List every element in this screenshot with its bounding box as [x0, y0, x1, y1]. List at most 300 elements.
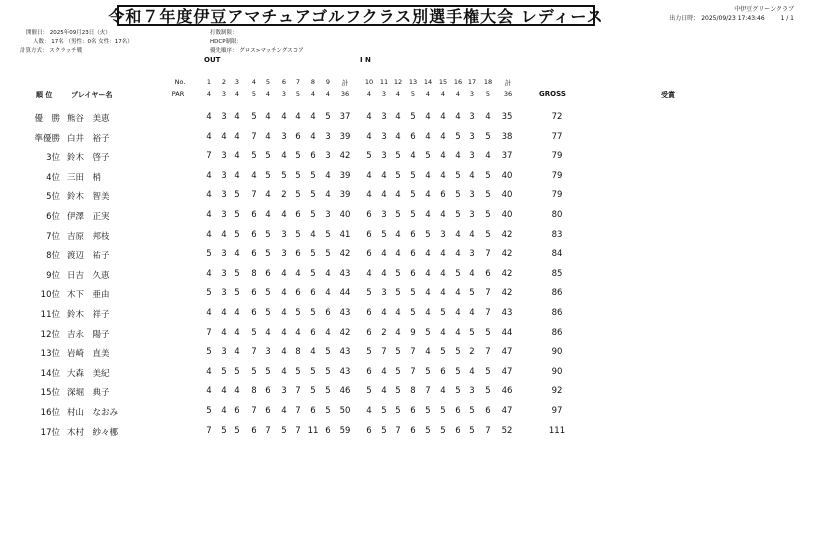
hole-score: 4 [281, 328, 287, 338]
hole-score: 2 [281, 190, 287, 200]
out-total: 43 [339, 347, 351, 357]
hole-score: 4 [221, 230, 227, 240]
par-label: PAR [171, 90, 185, 98]
hole-score: 5 [469, 426, 475, 436]
hole-score: 7 [251, 132, 257, 142]
hole-score: 6 [295, 288, 301, 298]
hole-score: 6 [234, 406, 240, 416]
out-total: 40 [339, 210, 351, 220]
hole-score: 4 [440, 210, 446, 220]
hole-score: 5 [295, 190, 301, 200]
hole-par: 4 [440, 90, 446, 98]
gross-score: 92 [551, 386, 563, 396]
hole-score: 4 [425, 210, 431, 220]
hole-score: 4 [440, 112, 446, 122]
hole-number: 12 [393, 78, 403, 86]
stroke-limit: 打数制限： [210, 30, 238, 36]
hole-score: 3 [469, 386, 475, 396]
rank-cell: 11位 [40, 310, 60, 320]
hole-score: 7 [485, 308, 491, 318]
hole-score: 6 [251, 288, 257, 298]
rank-cell: 8位 [46, 251, 60, 261]
hole-par: 3 [381, 90, 387, 98]
rank-header: 順 位 [36, 91, 53, 99]
hole-score: 4 [234, 308, 240, 318]
hole-score: 7 [295, 426, 301, 436]
out-total: 42 [339, 328, 351, 338]
hole-score: 5 [425, 367, 431, 377]
hole-score: 5 [325, 386, 331, 396]
hole-score: 5 [485, 132, 491, 142]
hole-score: 6 [265, 386, 271, 396]
hole-number: 1 [206, 78, 212, 86]
hole-score: 4 [440, 171, 446, 181]
hole-score: 4 [469, 367, 475, 377]
hole-score: 4 [455, 288, 461, 298]
hole-score: 5 [455, 132, 461, 142]
hole-score: 7 [206, 328, 212, 338]
hole-score: 3 [325, 132, 331, 142]
gross-score: 83 [551, 230, 563, 240]
hole-score: 3 [221, 171, 227, 181]
hole-score: 5 [381, 406, 387, 416]
hole-score: 4 [381, 367, 387, 377]
out-total: 39 [339, 171, 351, 181]
hole-score: 9 [410, 328, 416, 338]
hole-score: 3 [221, 269, 227, 279]
hole-score: 5 [206, 288, 212, 298]
hole-score: 5 [455, 367, 461, 377]
hole-score: 5 [234, 269, 240, 279]
hole-score: 4 [395, 132, 401, 142]
hole-score: 4 [455, 328, 461, 338]
hole-score: 3 [221, 210, 227, 220]
page-title: 令和７年度伊豆アマチュアゴルフクラス別選手権大会 レディース [108, 7, 604, 26]
hole-score: 4 [485, 151, 491, 161]
hole-score: 4 [395, 230, 401, 240]
in-total: 42 [501, 249, 513, 259]
hole-score: 4 [265, 328, 271, 338]
hole-score: 4 [325, 328, 331, 338]
hole-number: 13 [408, 78, 418, 86]
hole-score: 5 [310, 249, 316, 259]
hole-score: 5 [469, 288, 475, 298]
hole-score: 5 [410, 308, 416, 318]
hole-par: 3 [469, 90, 475, 98]
player-name: 村山 なおみ [67, 408, 119, 418]
hole-score: 4 [440, 249, 446, 259]
player-name: 大森 美紀 [67, 369, 110, 379]
hole-score: 4 [206, 132, 212, 142]
hole-score: 6 [366, 230, 372, 240]
hole-score: 5 [251, 367, 257, 377]
rank-cell: 6位 [46, 212, 60, 222]
hole-score: 5 [310, 210, 316, 220]
hole-score: 5 [455, 347, 461, 357]
hole-score: 7 [381, 347, 387, 357]
hole-par: 3 [221, 90, 227, 98]
in-total-header: 計 [504, 79, 512, 87]
hole-score: 3 [381, 112, 387, 122]
hole-score: 4 [425, 308, 431, 318]
hole-score: 3 [469, 112, 475, 122]
hole-score: 8 [410, 386, 416, 396]
hole-score: 6 [366, 308, 372, 318]
gross-score: 77 [551, 132, 563, 142]
hole-score: 5 [295, 367, 301, 377]
hole-score: 5 [410, 190, 416, 200]
hole-score: 3 [469, 132, 475, 142]
hole-score: 7 [251, 190, 257, 200]
hole-score: 4 [206, 308, 212, 318]
hole-score: 3 [221, 190, 227, 200]
hole-score: 6 [251, 426, 257, 436]
hole-score: 4 [206, 112, 212, 122]
gross-score: 72 [551, 112, 563, 122]
hole-score: 4 [234, 151, 240, 161]
out-total: 50 [339, 406, 351, 416]
hole-score: 4 [206, 269, 212, 279]
out-total: 39 [339, 132, 351, 142]
hole-score: 5 [265, 151, 271, 161]
hole-score: 4 [469, 171, 475, 181]
hole-score: 4 [410, 151, 416, 161]
hole-score: 4 [206, 171, 212, 181]
page-number: 1 / 1 [780, 15, 794, 22]
hole-score: 4 [281, 269, 287, 279]
hole-score: 6 [410, 132, 416, 142]
player-name: 伊澤 正実 [67, 212, 110, 222]
hole-score: 5 [295, 151, 301, 161]
hole-score: 7 [251, 347, 257, 357]
hole-score: 5 [234, 210, 240, 220]
hole-score: 6 [265, 269, 271, 279]
rank-cell: 15位 [40, 388, 60, 398]
hole-score: 6 [251, 249, 257, 259]
hole-score: 4 [206, 230, 212, 240]
hole-score: 5 [234, 190, 240, 200]
hole-score: 5 [455, 386, 461, 396]
hole-score: 7 [485, 288, 491, 298]
rank-cell: 4位 [46, 173, 60, 183]
rank-cell: 13位 [40, 349, 60, 359]
hole-score: 5 [234, 426, 240, 436]
hole-score: 6 [366, 367, 372, 377]
hole-number: 10 [364, 78, 374, 86]
hole-score: 4 [265, 190, 271, 200]
gross-score: 86 [551, 288, 563, 298]
hole-score: 5 [455, 269, 461, 279]
hole-score: 4 [310, 112, 316, 122]
rank-cell: 16位 [40, 408, 60, 418]
gross-score: 111 [548, 426, 566, 436]
player-name: 岩崎 直美 [67, 349, 110, 359]
hole-score: 4 [310, 132, 316, 142]
hole-number: 4 [251, 78, 257, 86]
hole-score: 4 [425, 269, 431, 279]
hole-score: 3 [221, 151, 227, 161]
hole-par: 3 [281, 90, 287, 98]
hole-score: 5 [469, 406, 475, 416]
hole-score: 5 [455, 190, 461, 200]
hole-score: 4 [295, 112, 301, 122]
output-label: 出力日時： [669, 15, 700, 22]
hole-score: 5 [425, 426, 431, 436]
hole-score: 6 [410, 406, 416, 416]
hole-score: 7 [206, 426, 212, 436]
gross-header: GROSS [539, 90, 566, 98]
rank-cell: 7位 [46, 232, 60, 242]
hole-score: 4 [265, 210, 271, 220]
hole-score: 4 [295, 269, 301, 279]
hole-score: 5 [410, 288, 416, 298]
player-name: 渡辺 祐子 [67, 251, 110, 261]
hole-score: 4 [440, 288, 446, 298]
hole-par: 4 [206, 90, 212, 98]
hole-score: 5 [425, 230, 431, 240]
hole-number: 6 [281, 78, 287, 86]
hole-score: 6 [310, 328, 316, 338]
hole-score: 7 [485, 347, 491, 357]
hole-score: 5 [366, 151, 372, 161]
hole-score: 5 [440, 406, 446, 416]
in-total: 47 [501, 367, 513, 377]
hole-score: 5 [325, 367, 331, 377]
hole-score: 6 [485, 406, 491, 416]
hole-score: 5 [485, 367, 491, 377]
player-name: 白井 裕子 [67, 134, 110, 144]
hole-score: 7 [485, 426, 491, 436]
hole-score: 3 [381, 210, 387, 220]
hole-score: 5 [206, 406, 212, 416]
out-total: 43 [339, 308, 351, 318]
hole-score: 4 [425, 112, 431, 122]
hole-par: 4 [325, 90, 331, 98]
hole-score: 5 [425, 151, 431, 161]
hole-score: 4 [234, 328, 240, 338]
hole-number-label: No. [174, 78, 186, 86]
hole-score: 4 [425, 347, 431, 357]
hole-score: 6 [410, 269, 416, 279]
in-total: 47 [501, 406, 513, 416]
hole-score: 4 [206, 367, 212, 377]
hole-number: 5 [265, 78, 271, 86]
hole-score: 4 [206, 386, 212, 396]
gross-score: 85 [551, 269, 563, 279]
hole-score: 5 [265, 171, 271, 181]
hole-score: 2 [469, 347, 475, 357]
hole-score: 5 [395, 367, 401, 377]
gross-score: 84 [551, 249, 563, 259]
hole-score: 4 [265, 112, 271, 122]
hole-score: 5 [485, 328, 491, 338]
hole-score: 4 [425, 190, 431, 200]
hole-score: 4 [440, 386, 446, 396]
hole-score: 3 [281, 249, 287, 259]
rank-cell: 9位 [46, 271, 60, 281]
hole-par: 4 [395, 90, 401, 98]
hole-score: 4 [425, 171, 431, 181]
hole-score: 4 [281, 347, 287, 357]
hole-score: 5 [395, 171, 401, 181]
hole-number: 16 [453, 78, 463, 86]
hole-score: 5 [221, 426, 227, 436]
hole-score: 4 [425, 288, 431, 298]
player-name: 鈴木 祥子 [67, 310, 110, 320]
hole-score: 6 [440, 190, 446, 200]
gross-score: 97 [551, 406, 563, 416]
in-total: 37 [501, 151, 513, 161]
hole-number: 18 [483, 78, 493, 86]
hole-score: 5 [410, 112, 416, 122]
hole-score: 4 [381, 269, 387, 279]
in-total: 44 [501, 328, 513, 338]
hole-score: 6 [251, 308, 257, 318]
hole-score: 4 [234, 132, 240, 142]
hole-score: 5 [265, 367, 271, 377]
hole-score: 5 [265, 308, 271, 318]
hole-score: 3 [281, 386, 287, 396]
out-total: 42 [339, 151, 351, 161]
hole-score: 4 [455, 249, 461, 259]
hole-score: 5 [325, 112, 331, 122]
hole-score: 5 [310, 190, 316, 200]
in-total: 46 [501, 386, 513, 396]
hole-score: 3 [325, 151, 331, 161]
hole-score: 4 [206, 190, 212, 200]
hole-score: 3 [469, 249, 475, 259]
hole-score: 3 [469, 210, 475, 220]
player-name: 吉永 陽子 [67, 330, 110, 340]
hole-score: 5 [251, 151, 257, 161]
hole-score: 5 [325, 230, 331, 240]
rank-cell: 17位 [40, 428, 60, 438]
hole-score: 5 [281, 426, 287, 436]
out-total: 43 [339, 367, 351, 377]
hole-score: 5 [325, 249, 331, 259]
hole-par: 5 [485, 90, 491, 98]
hole-score: 4 [366, 112, 372, 122]
hole-par: 5 [295, 90, 301, 98]
hole-score: 3 [221, 288, 227, 298]
hole-par: 4 [310, 90, 316, 98]
hole-par: 4 [234, 90, 240, 98]
hole-number: 3 [234, 78, 240, 86]
hole-score: 4 [425, 132, 431, 142]
hole-score: 4 [281, 367, 287, 377]
hole-score: 7 [206, 151, 212, 161]
hole-score: 4 [221, 406, 227, 416]
hole-score: 6 [310, 151, 316, 161]
hole-score: 5 [395, 151, 401, 161]
hole-score: 5 [425, 406, 431, 416]
player-name: 熊谷 美恵 [67, 114, 110, 124]
hole-par: 5 [251, 90, 257, 98]
hole-score: 5 [325, 347, 331, 357]
priority-order: 優先順序： グロス>マッチングスコア [210, 48, 304, 54]
rank-cell: 5位 [46, 192, 60, 202]
hole-score: 5 [366, 386, 372, 396]
hole-score: 6 [295, 210, 301, 220]
output-datetime [669, 13, 794, 22]
hole-par: 5 [410, 90, 416, 98]
gross-score: 80 [551, 210, 563, 220]
out-total: 43 [339, 269, 351, 279]
hole-score: 5 [455, 210, 461, 220]
hole-par: 4 [265, 90, 271, 98]
hole-score: 5 [381, 230, 387, 240]
out-header: OUT [204, 56, 221, 64]
hole-score: 3 [325, 210, 331, 220]
hole-score: 6 [295, 249, 301, 259]
in-total: 42 [501, 269, 513, 279]
hole-score: 4 [281, 288, 287, 298]
hole-score: 6 [455, 406, 461, 416]
hole-score: 5 [310, 386, 316, 396]
hole-score: 5 [381, 426, 387, 436]
hole-score: 5 [234, 367, 240, 377]
hole-score: 4 [234, 347, 240, 357]
hole-score: 5 [410, 171, 416, 181]
hole-score: 5 [265, 230, 271, 240]
hole-score: 3 [381, 288, 387, 298]
hole-score: 4 [325, 288, 331, 298]
hole-score: 6 [410, 426, 416, 436]
hole-score: 4 [325, 190, 331, 200]
hole-score: 5 [485, 210, 491, 220]
hole-number: 2 [221, 78, 227, 86]
hole-score: 5 [440, 426, 446, 436]
hole-score: 5 [295, 308, 301, 318]
player-name: 鈴木 啓子 [67, 153, 110, 163]
hole-score: 3 [221, 347, 227, 357]
hole-score: 5 [440, 308, 446, 318]
rank-cell: 準優勝 [34, 134, 60, 144]
output-value: 2025/09/23 17:43:46 [701, 15, 765, 22]
hole-score: 5 [395, 210, 401, 220]
hole-score: 7 [410, 347, 416, 357]
in-par-total: 36 [503, 90, 513, 98]
calc-method: 計算方式： スクラッチ戦 [20, 48, 83, 54]
hole-score: 4 [234, 112, 240, 122]
hole-score: 4 [381, 249, 387, 259]
hole-score: 4 [381, 171, 387, 181]
player-name-header: プレイヤー名 [71, 91, 113, 99]
hole-score: 3 [265, 347, 271, 357]
hole-score: 4 [281, 112, 287, 122]
hole-score: 4 [281, 210, 287, 220]
out-par-total: 36 [340, 90, 350, 98]
player-count: 人数： 17名 （男性：0名 女性：17名） [33, 39, 133, 45]
award-header: 受賞 [661, 91, 675, 99]
hole-score: 5 [295, 171, 301, 181]
out-total: 42 [339, 249, 351, 259]
hole-score: 4 [395, 190, 401, 200]
player-name: 吉原 邦枝 [67, 232, 110, 242]
hole-score: 4 [395, 249, 401, 259]
hole-score: 5 [206, 347, 212, 357]
hole-score: 6 [485, 269, 491, 279]
gross-score: 90 [551, 347, 563, 357]
hole-score: 4 [440, 151, 446, 161]
hole-score: 5 [265, 288, 271, 298]
hole-score: 6 [325, 308, 331, 318]
hole-score: 5 [469, 328, 475, 338]
hole-score: 4 [221, 132, 227, 142]
in-total: 40 [501, 190, 513, 200]
out-total: 37 [339, 112, 351, 122]
hole-score: 5 [265, 249, 271, 259]
